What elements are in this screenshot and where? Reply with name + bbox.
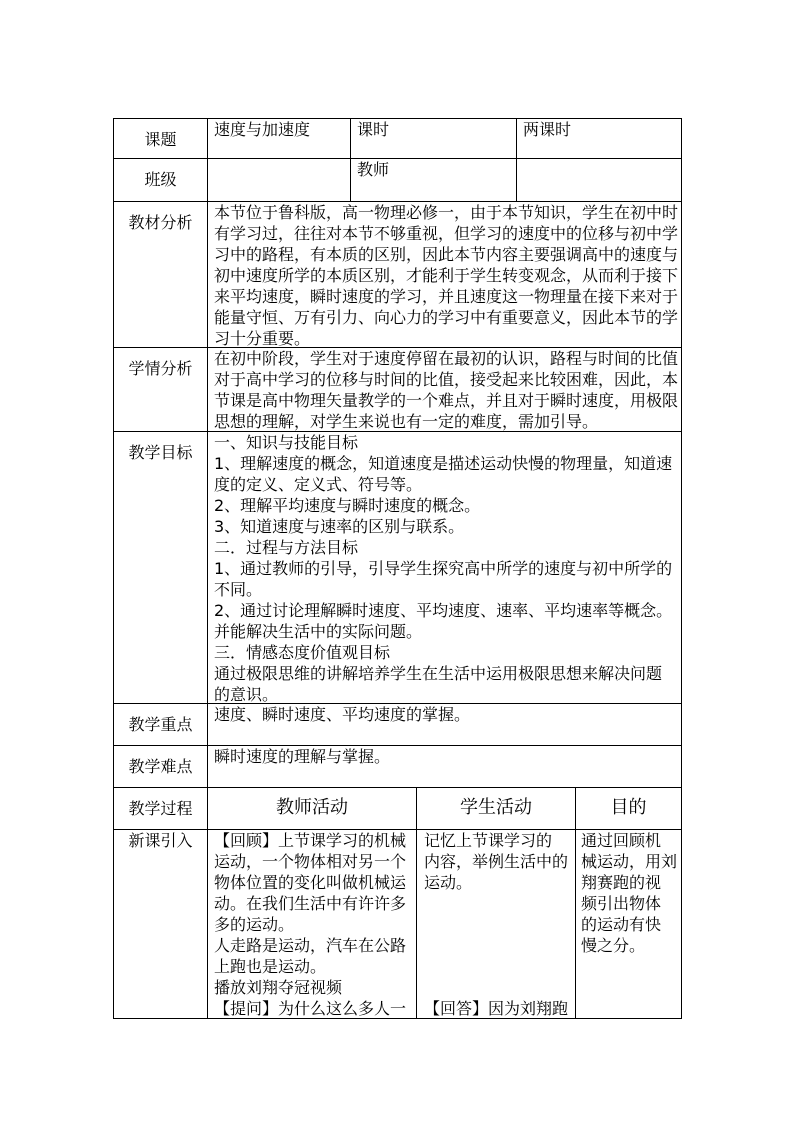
topic-row	[114, 119, 682, 159]
objectives-line: 一、知识与技能目标	[214, 433, 359, 452]
student-activity-line: 运动。	[424, 873, 473, 892]
student-activity-cell	[417, 830, 576, 1019]
teacher-activity-line: 【回顾】上节课学习的机械	[214, 831, 407, 850]
teacher-activity-line: 多的运动。	[214, 915, 295, 934]
objectives-line: 1、理解速度的概念，知道速度是描述运动快慢的物理量，知道速	[214, 454, 673, 473]
objectives-cell	[208, 432, 682, 704]
key-points-label: 教学重点	[114, 704, 208, 746]
topic-value: 速度与加速度	[208, 119, 351, 159]
material-analysis-row	[114, 202, 682, 348]
difficulties-label: 教学难点	[114, 746, 208, 788]
student-answer-block	[424, 998, 575, 1019]
material-analysis-label: 教材分析	[114, 202, 208, 348]
learner-analysis-cell	[208, 348, 682, 432]
difficulties-line: 瞬时速度的理解与掌握。	[214, 747, 391, 766]
objectives-row	[114, 432, 682, 704]
student-activity-line: 内容，举例生活中的	[424, 852, 569, 871]
material-analysis-cell	[208, 202, 682, 348]
objectives-line: 二．过程与方法目标	[214, 538, 359, 557]
teacher-activity-cell	[208, 830, 417, 1019]
learner-analysis-label: 学情分析	[114, 348, 208, 432]
lesson-plan-table	[113, 118, 682, 1019]
learner-analysis-line: 节课是高中物理矢量教学的一个难点，并且对于瞬时速度，用极限	[214, 391, 679, 410]
purpose-line: 慢之分。	[581, 936, 646, 955]
material-analysis-line: 初中速度所学的本质区别，才能利于学生转变观念，从而利于接下	[214, 266, 679, 285]
key-points-line: 速度、瞬时速度、平均速度的掌握。	[214, 705, 471, 724]
objectives-line: 度的定义、定义式、符号等。	[214, 475, 423, 494]
material-analysis-line: 能量守恒、万有引力、向心力的学习中有重要意义，因此本节的学	[214, 308, 679, 327]
teacher-activity-header: 教师活动	[208, 788, 417, 830]
difficulties-cell	[208, 746, 682, 788]
student-activity-line: 记忆上节课学习的	[424, 831, 553, 850]
objectives-line: 2、理解平均速度与瞬时速度的概念。	[214, 496, 481, 515]
teacher-label: 教师	[351, 159, 517, 202]
purpose-line: 频引出物体	[581, 894, 662, 913]
process-header-row	[114, 788, 682, 830]
objectives-line: 2、通过讨论理解瞬时速度、平均速度、速率、平均速率等概念。	[214, 601, 673, 620]
objectives-line: 不同。	[214, 580, 263, 599]
key-points-cell	[208, 704, 682, 746]
objectives-line: 并能解决生活中的实际问题。	[214, 622, 423, 641]
objectives-line: 的意识。	[214, 685, 279, 704]
stage-label: 新课引入	[114, 830, 208, 1019]
teacher-value-cell	[517, 159, 682, 202]
purpose-header: 目的	[576, 788, 682, 830]
period-label: 课时	[351, 119, 517, 159]
material-analysis-line: 习中的路程，有本质的区别，因此本节内容主要强调高中的速度与	[214, 245, 679, 264]
material-analysis-line: 习十分重要。	[214, 329, 311, 348]
student-activity-header: 学生活动	[417, 788, 576, 830]
objectives-line: 1、通过教师的引导，引导学生探究高中所学的速度与初中所学的	[214, 559, 673, 578]
learner-analysis-line: 思想的理解，对学生来说也有一定的难度，需加引导。	[214, 412, 599, 431]
learner-analysis-line: 对于高中学习的位移与时间的比值，接受起来比较困难，因此，本	[214, 370, 679, 389]
material-analysis-line: 有学习过，往往对本节不够重视，但学习的速度中的位移与初中学	[214, 224, 679, 243]
student-answer-line: 【回答】因为刘翔跑	[424, 999, 569, 1018]
difficulties-row	[114, 746, 682, 788]
teacher-activity-line: 人走路是运动，汽车在公路	[214, 936, 407, 955]
purpose-line: 翔赛跑的视	[581, 873, 662, 892]
material-analysis-line: 本节位于鲁科版，高一物理必修一，由于本节知识，学生在初中时	[214, 203, 679, 222]
purpose-cell	[576, 830, 682, 1019]
objectives-line: 3、知道速度与速率的区别与联系。	[214, 517, 465, 536]
stage-row	[114, 830, 682, 1019]
class-label: 班级	[114, 159, 208, 202]
teacher-activity-line: 上跑也是运动。	[214, 957, 327, 976]
teacher-activity-line: 运动，一个物体相对另一个	[214, 852, 407, 871]
teacher-activity-line: 物体位置的变化叫做机械运	[214, 873, 407, 892]
learner-analysis-line: 在初中阶段，学生对于速度停留在最初的认识，路程与时间的比值	[214, 349, 679, 368]
teacher-activity-line: 动。在我们生活中有许许多	[214, 894, 407, 913]
period-value: 两课时	[517, 119, 682, 159]
process-label: 教学过程	[114, 788, 208, 830]
key-points-row	[114, 704, 682, 746]
objectives-line: 三．情感态度价值观目标	[214, 643, 391, 662]
teacher-activity-line: 播放刘翔夺冠视频	[214, 978, 343, 997]
objectives-label: 教学目标	[114, 432, 208, 704]
purpose-line: 的运动有快	[581, 915, 662, 934]
material-analysis-line: 来平均速度，瞬时速度的学习，并且速度这一物理量在接下来对于	[214, 287, 679, 306]
learner-analysis-row	[114, 348, 682, 432]
purpose-line: 械运动，用刘	[581, 852, 678, 871]
topic-label: 课题	[114, 119, 208, 159]
class-value-cell	[208, 159, 351, 202]
purpose-line: 通过回顾机	[581, 831, 662, 850]
teacher-activity-line: 【提问】为什么这么多人一	[214, 999, 407, 1018]
objectives-line: 通过极限思维的讲解培养学生在生活中运用极限思想来解决问题	[214, 664, 663, 683]
class-row	[114, 159, 682, 202]
